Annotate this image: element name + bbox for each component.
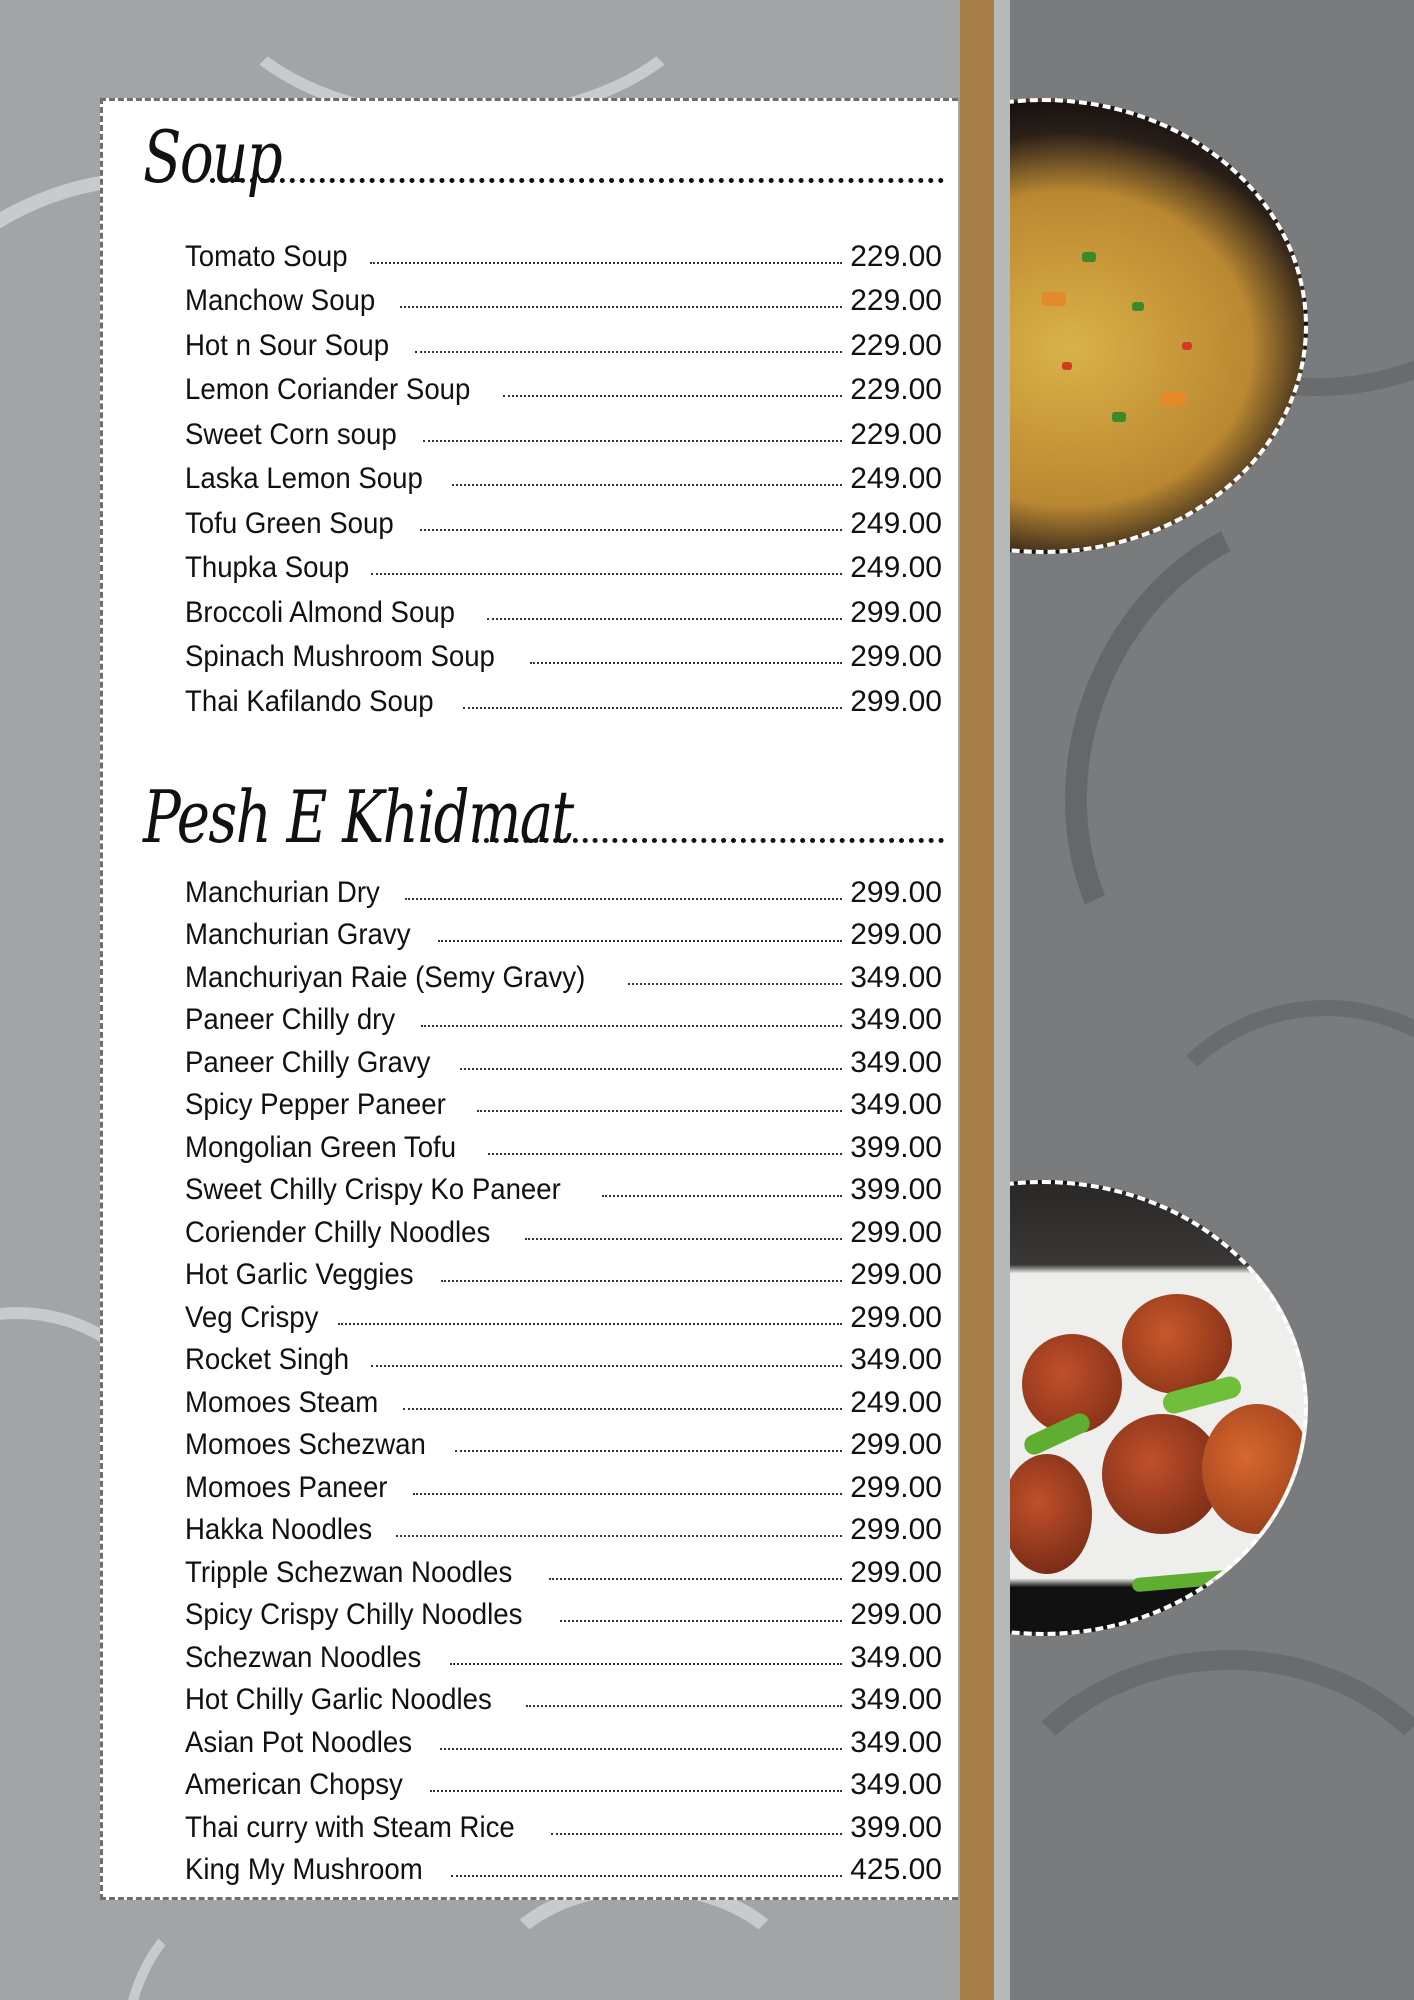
section-header-pesh-e-khidmat	[143, 775, 944, 859]
menu-item	[185, 1802, 942, 1845]
menu-item-name: Momoes Paneer	[185, 1470, 388, 1504]
menu-item-name: Hakka Noodles	[185, 1513, 373, 1546]
menu-item	[185, 274, 942, 319]
menu-item	[185, 995, 942, 1038]
menu-item	[185, 541, 942, 586]
menu-item-name: Manchow Soup	[185, 284, 376, 317]
section-title-dots	[210, 178, 944, 183]
menu-item-name: Lemon Coriander Soup	[185, 373, 471, 406]
menu-item	[185, 363, 942, 408]
gold-divider-bar	[960, 0, 994, 2000]
menu-item	[185, 1335, 942, 1378]
menu-item	[185, 1717, 942, 1760]
menu-item	[185, 585, 942, 630]
menu-item-price: 399.00	[850, 1130, 942, 1164]
menu-item-price: 299.00	[850, 640, 942, 673]
menu-item-price: 299.00	[850, 1300, 942, 1334]
dotted-leader	[503, 395, 842, 397]
menu-item-name: Thai curry with Steam Rice	[185, 1810, 515, 1844]
dotted-leader	[488, 1153, 843, 1155]
menu-item	[185, 452, 942, 497]
menu-item-name: Rocket Singh	[185, 1343, 350, 1376]
menu-item	[185, 1590, 942, 1633]
menu-item-name: Schezwan Noodles	[185, 1640, 422, 1674]
menu-item-price: 249.00	[850, 506, 942, 540]
manchurian-plate-photo-icon	[1010, 1180, 1308, 1636]
menu-item-name: Coriender Chilly Noodles	[185, 1215, 491, 1249]
menu-item-price: 299.00	[850, 918, 942, 951]
section-title: Soup	[143, 115, 282, 199]
menu-item-name: Spicy Pepper Paneer	[185, 1088, 446, 1121]
menu-item-name: Manchurian Gravy	[185, 918, 411, 951]
dotted-leader	[525, 1238, 842, 1240]
dotted-leader	[440, 1748, 842, 1750]
silver-divider-bar	[994, 0, 1010, 2000]
dotted-leader	[338, 1323, 842, 1325]
menu-item	[185, 1675, 942, 1718]
dotted-leader	[455, 1450, 842, 1452]
menu-item-price: 349.00	[850, 1003, 942, 1036]
menu-item	[185, 1250, 942, 1293]
menu-item-name: Broccoli Almond Soup	[185, 595, 456, 629]
menu-item-price: 229.00	[850, 328, 942, 362]
dotted-leader	[628, 983, 842, 985]
menu-item	[185, 318, 942, 363]
menu-item-price: 299.00	[850, 1513, 942, 1546]
dotted-leader	[438, 940, 842, 942]
menu-item-price: 299.00	[850, 1555, 942, 1589]
menu-item-name: King My Mushroom	[185, 1853, 423, 1886]
menu-item-price: 249.00	[850, 551, 942, 584]
menu-item-name: Paneer Chilly dry	[185, 1003, 396, 1036]
manchurian-photo	[1010, 1180, 1310, 1636]
dotted-leader	[560, 1620, 842, 1622]
dotted-leader	[549, 1578, 842, 1580]
dotted-leader	[371, 573, 842, 575]
menu-item-name: Manchurian Dry	[185, 875, 380, 909]
menu-item-price: 299.00	[850, 1470, 942, 1504]
dotted-leader	[463, 707, 842, 709]
section-header-soup	[143, 115, 944, 199]
menu-item	[185, 952, 942, 995]
menu-card	[100, 98, 958, 1900]
menu-item-price: 349.00	[850, 1683, 942, 1716]
dotted-leader	[400, 306, 842, 308]
menu-item-price: 349.00	[850, 1343, 942, 1376]
menu-item	[185, 1165, 942, 1208]
menu-item	[185, 496, 942, 541]
menu-item-name: Momoes Steam	[185, 1385, 379, 1419]
menu-item	[185, 1037, 942, 1080]
dotted-leader	[423, 440, 842, 442]
menu-item	[185, 1080, 942, 1123]
menu-item	[185, 1547, 942, 1590]
dotted-leader	[413, 1493, 842, 1495]
dotted-leader	[530, 662, 842, 664]
dotted-leader	[526, 1705, 842, 1707]
menu-item-price: 349.00	[850, 1640, 942, 1674]
menu-item	[185, 1292, 942, 1335]
menu-item-price: 249.00	[850, 1385, 942, 1419]
menu-item	[185, 1377, 942, 1420]
menu-item-name: Sweet Chilly Crispy Ko Paneer	[185, 1173, 561, 1206]
menu-item	[185, 630, 942, 675]
menu-item	[185, 1207, 942, 1250]
menu-item-name: Thupka Soup	[185, 551, 350, 584]
menu-item-price: 349.00	[850, 960, 942, 994]
menu-item-price: 299.00	[850, 1598, 942, 1631]
menu-item	[185, 229, 942, 274]
menu-item-name: Tripple Schezwan Noodles	[185, 1555, 513, 1589]
menu-item-name: Sweet Corn soup	[185, 417, 397, 451]
menu-item-price: 229.00	[850, 417, 942, 451]
menu-item-name: Tofu Green Soup	[185, 506, 394, 540]
menu-item-price: 299.00	[850, 595, 942, 629]
menu-item-name: Mongolian Green Tofu	[185, 1130, 457, 1164]
menu-item-name: Hot n Sour Soup	[185, 328, 390, 362]
menu-item-price: 425.00	[850, 1853, 942, 1886]
menu-item-name: Paneer Chilly Gravy	[185, 1045, 431, 1079]
dotted-leader	[403, 1408, 842, 1410]
menu-item-price: 229.00	[850, 284, 942, 317]
menu-item-name: Asian Pot Noodles	[185, 1725, 413, 1759]
menu-item	[185, 1462, 942, 1505]
dotted-leader	[460, 1068, 842, 1070]
dotted-leader	[371, 1365, 842, 1367]
menu-item-price: 299.00	[850, 684, 942, 718]
menu-item	[185, 1420, 942, 1463]
dotted-leader	[405, 898, 842, 900]
pesh-e-khidmat-items-list	[185, 867, 942, 1887]
menu-item	[185, 867, 942, 910]
menu-item-price: 249.00	[850, 462, 942, 495]
soup-photo	[1010, 98, 1310, 554]
dotted-leader	[477, 1110, 843, 1112]
menu-item-name: Momoes Schezwan	[185, 1428, 426, 1461]
menu-item-price: 349.00	[850, 1045, 942, 1079]
menu-item-price: 299.00	[850, 1215, 942, 1249]
menu-item-price: 399.00	[850, 1173, 942, 1206]
menu-item-name: Laska Lemon Soup	[185, 462, 423, 495]
menu-item	[185, 910, 942, 953]
dotted-leader	[370, 262, 842, 264]
dotted-leader	[487, 618, 843, 620]
menu-item	[185, 1505, 942, 1548]
menu-item-name: Spinach Mushroom Soup	[185, 640, 495, 673]
menu-item-price: 299.00	[850, 1428, 942, 1461]
menu-item-name: Tomato Soup	[185, 239, 348, 273]
soup-bowl-photo-icon	[1010, 98, 1308, 554]
menu-item-price: 299.00	[850, 1258, 942, 1291]
menu-item-price: 349.00	[850, 1088, 942, 1121]
dotted-leader	[602, 1195, 843, 1197]
dotted-leader	[430, 1790, 842, 1792]
menu-item-price: 349.00	[850, 1725, 942, 1759]
menu-item	[185, 1122, 942, 1165]
menu-item-price: 299.00	[850, 875, 942, 909]
dotted-leader	[451, 1875, 842, 1877]
menu-item-price: 399.00	[850, 1810, 942, 1844]
dotted-leader	[420, 529, 842, 531]
menu-item-name: Veg Crispy	[185, 1300, 319, 1334]
dotted-leader	[450, 1663, 842, 1665]
menu-item	[185, 1760, 942, 1803]
menu-item	[185, 407, 942, 452]
menu-item-name: Spicy Crispy Chilly Noodles	[185, 1598, 523, 1631]
menu-item	[185, 674, 942, 719]
dotted-leader	[441, 1280, 842, 1282]
dotted-leader	[452, 484, 843, 486]
menu-item-name: Hot Garlic Veggies	[185, 1258, 414, 1291]
section-title: Pesh E Khidmat	[143, 775, 573, 859]
dotted-leader	[551, 1833, 842, 1835]
menu-item-name: American Chopsy	[185, 1768, 403, 1801]
menu-item	[185, 1632, 942, 1675]
menu-item-price: 229.00	[850, 373, 942, 406]
menu-item-name: Thai Kafilando Soup	[185, 684, 434, 718]
dotted-leader	[415, 351, 842, 353]
dotted-leader	[421, 1025, 842, 1027]
menu-item-price: 349.00	[850, 1768, 942, 1801]
soup-items-list	[185, 229, 942, 719]
menu-item-name: Manchuriyan Raie (Semy Gravy)	[185, 960, 586, 994]
menu-item-name: Hot Chilly Garlic Noodles	[185, 1683, 492, 1716]
menu-item-price: 229.00	[850, 239, 942, 273]
menu-item	[185, 1845, 942, 1888]
dotted-leader	[396, 1535, 842, 1537]
